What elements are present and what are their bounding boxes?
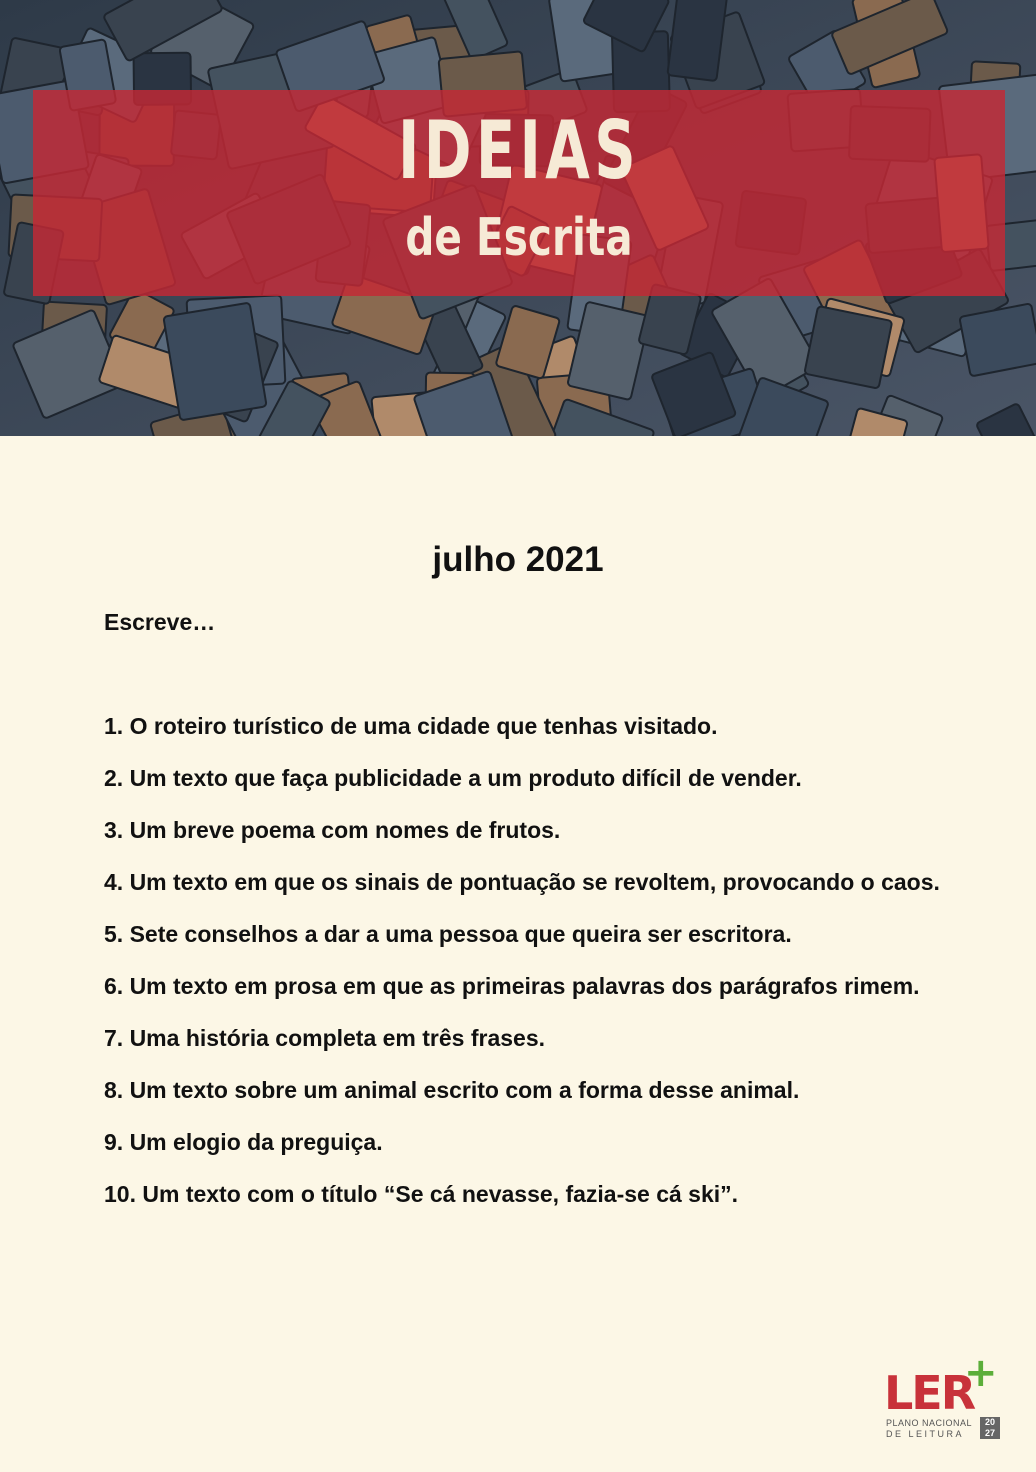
type-block	[804, 306, 892, 389]
subtitle: de Escrita	[405, 208, 633, 268]
list-item: 3. Um breve poema com nomes de frutos.	[104, 817, 561, 843]
logo-years: 20 27	[980, 1417, 1000, 1439]
logo-line-2: DE LEITURA	[886, 1429, 965, 1439]
header-banner	[0, 0, 1036, 436]
list-item: 5. Sete conselhos a dar a uma pessoa que queira ser escritora.	[104, 921, 792, 947]
list-item: 6. Um texto em prosa em que as primeiras palavras dos parágrafos rimem.	[104, 973, 920, 999]
type-block	[163, 303, 266, 421]
type-block	[959, 303, 1036, 376]
list-item: 2. Um texto que faça publicidade a um produto difícil de vender.	[104, 765, 802, 791]
list-item: 7. Uma história completa em três frases.	[104, 1025, 546, 1051]
list-item: 1. O roteiro turístico de uma cidade que tenhas visitado.	[104, 713, 718, 739]
main-title: IDEIAS	[397, 104, 641, 197]
intro-text: Escreve…	[104, 609, 216, 635]
ideas-list	[104, 700, 944, 1220]
issue-date: julho 2021	[432, 540, 604, 579]
plus-icon: +	[964, 1350, 998, 1396]
list-item: 10. Um texto com o título “Se cá nevasse, fazia-se cá ski”.	[104, 1181, 739, 1207]
list-item: 9. Um elogio da preguiça.	[104, 1129, 383, 1155]
list-item: 4. Um texto em que os sinais de pontuação se revoltem, provocando o caos.	[104, 869, 940, 895]
logo-line-1: PLANO NACIONAL	[886, 1418, 973, 1428]
logo-word: LER	[884, 1366, 975, 1420]
title-box	[33, 90, 1005, 296]
list-item: 8. Um texto sobre um animal escrito com a forma desse animal.	[104, 1077, 800, 1103]
ler-logo	[884, 1348, 1004, 1444]
